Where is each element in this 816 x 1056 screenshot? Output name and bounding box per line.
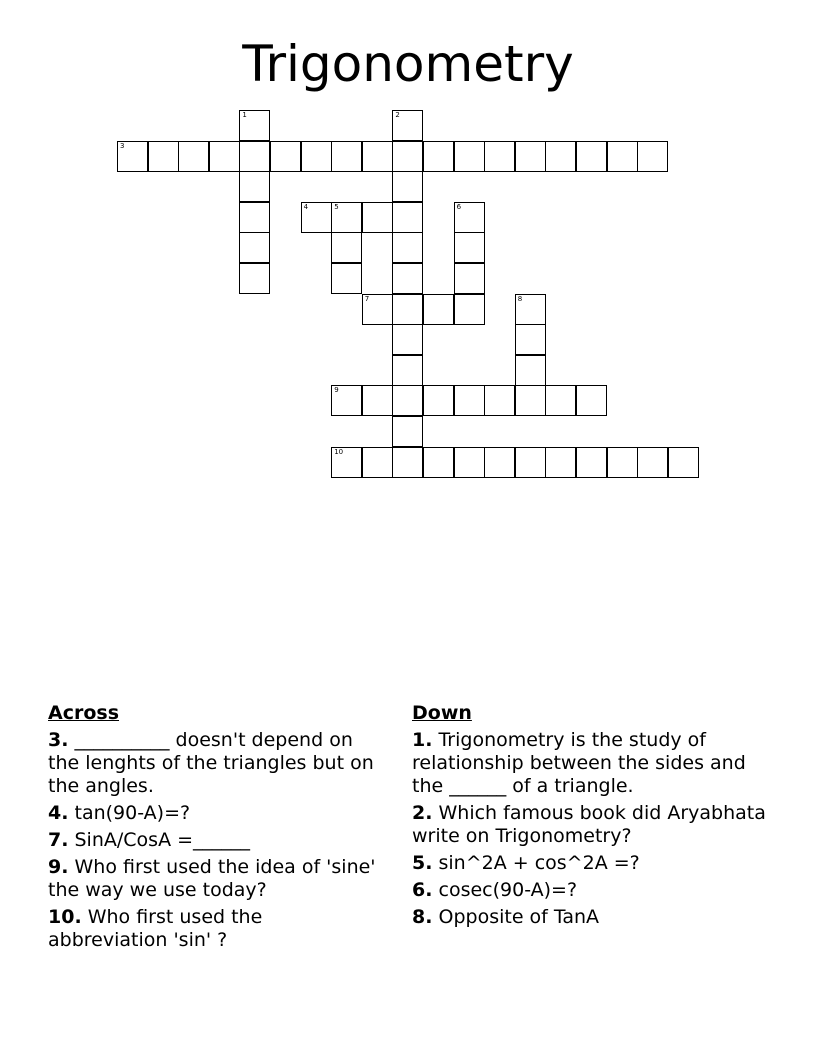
clue-down-2 [412,802,782,848]
grid-cell[interactable] [545,385,576,416]
grid-cell[interactable] [576,447,607,478]
clue-number: 4. [48,802,69,824]
grid-cell[interactable] [239,171,270,202]
clue-number-label: 7 [364,294,370,303]
grid-cell[interactable] [270,141,301,172]
grid-cell[interactable] [392,294,423,325]
clue-number-label: 1 [242,111,247,119]
clue-number-label: 3 [120,141,125,150]
grid-cell[interactable] [454,202,485,233]
grid-cell[interactable] [392,232,423,263]
grid-cell[interactable] [331,141,362,172]
grid-cell[interactable] [392,263,423,294]
clue-across-4 [48,802,383,825]
grid-cell[interactable] [515,355,546,386]
grid-cell[interactable] [454,294,485,325]
grid-cell[interactable] [423,141,454,172]
clue-number-label: 6 [456,202,462,211]
grid-cell[interactable] [392,141,423,172]
clue-across-10 [48,906,383,952]
grid-cell[interactable] [545,447,576,478]
clue-number: 5. [412,852,433,874]
clue-number: 3. [48,729,69,751]
grid-cell[interactable] [545,141,576,172]
grid-cell[interactable] [239,263,270,294]
across-heading: Across [48,702,120,724]
grid-cell[interactable] [178,141,209,172]
grid-cell[interactable] [362,447,393,478]
clue-number-label: 10 [334,447,344,456]
clue-number-label: 2 [395,111,400,119]
grid-cell[interactable] [392,355,423,386]
grid-cell[interactable] [454,263,485,294]
across-clues [48,702,383,956]
grid-cell[interactable] [423,385,454,416]
clue-down-6 [412,879,782,902]
clue-number: 1. [412,729,433,751]
grid-cell[interactable] [331,232,362,263]
grid-cell[interactable] [331,202,362,233]
grid-cell[interactable] [454,385,485,416]
clue-number: 7. [48,829,69,851]
grid-cell[interactable] [362,294,393,325]
grid-cell[interactable] [239,202,270,233]
grid-cell[interactable] [392,385,423,416]
clue-text: Which famous book did Aryabhata write on Trigonometry? [412,802,766,847]
grid-cell[interactable] [362,141,393,172]
clue-number: 6. [412,879,433,901]
clue-text: SinA/CosA =______ [68,829,251,851]
grid-cell[interactable] [331,447,362,478]
grid-cell[interactable] [392,171,423,202]
clue-number-label: 9 [334,386,339,395]
grid-cell[interactable] [331,263,362,294]
grid-cell[interactable] [117,141,148,172]
grid-cell[interactable] [392,416,423,447]
grid-cell[interactable] [484,141,515,172]
grid-cell[interactable] [209,141,240,172]
clue-text: tan(90-A)=? [68,802,191,824]
grid-cell[interactable] [484,447,515,478]
clue-down-1 [412,729,782,798]
clue-text: Trigonometry is the study of relationship between the sides and the ______ of a triangle. [412,729,746,797]
clue-number-label: 5 [334,202,339,211]
clue-text: sin^2A + cos^2A =? [432,852,640,874]
grid-cell[interactable] [423,447,454,478]
grid-cell[interactable] [362,385,393,416]
grid-cell[interactable] [637,447,668,478]
grid-cell[interactable] [331,385,362,416]
grid-cell[interactable] [484,385,515,416]
grid-cell[interactable] [454,232,485,263]
grid-cell[interactable] [392,447,423,478]
clue-text: Opposite of TanA [432,906,600,928]
clue-number-label: 8 [517,294,523,303]
clue-text: Who first used the abbreviation 'sin' ? [48,906,263,951]
clue-number: 10. [48,906,82,928]
grid-cell[interactable] [454,447,485,478]
grid-cell[interactable] [423,294,454,325]
grid-cell[interactable] [576,141,607,172]
grid-cell[interactable] [148,141,179,172]
grid-cell[interactable] [607,141,638,172]
grid-cell[interactable] [392,202,423,233]
grid-cell[interactable] [515,447,546,478]
clue-down-8 [412,906,782,929]
grid-cell[interactable] [515,294,546,325]
grid-cell[interactable] [362,202,393,233]
clue-across-3 [48,729,383,798]
clue-down-5 [412,852,782,875]
down-heading: Down [412,702,472,724]
grid-cell[interactable] [515,324,546,355]
clue-number-label: 4 [303,202,309,211]
grid-cell[interactable] [637,141,668,172]
crossword-grid [0,0,816,520]
grid-cell[interactable] [392,324,423,355]
clue-across-7 [48,829,383,852]
clue-number: 8. [412,906,433,928]
page-title: Trigonometry [242,35,574,93]
grid-cell[interactable] [515,385,546,416]
grid-cell[interactable] [239,110,270,141]
grid-cell[interactable] [454,141,485,172]
grid-cell[interactable] [301,141,332,172]
grid-cell[interactable] [301,202,332,233]
grid-cell[interactable] [607,447,638,478]
grid-cell[interactable] [515,141,546,172]
clue-text: cosec(90-A)=? [432,879,578,901]
clue-number: 9. [48,856,69,878]
grid-cell[interactable] [576,385,607,416]
grid-cell[interactable] [239,141,270,172]
clue-number: 2. [412,802,433,824]
grid-cell[interactable] [668,447,699,478]
clue-text: __________ doesn't depend on the lenghts of the triangles but on the angles. [48,729,374,797]
clue-across-9 [48,856,383,902]
grid-cell[interactable] [239,232,270,263]
clue-text: Who first used the idea of 'sine' the way we use today? [48,856,376,901]
down-clues [412,702,782,933]
grid-cell[interactable] [392,110,423,141]
